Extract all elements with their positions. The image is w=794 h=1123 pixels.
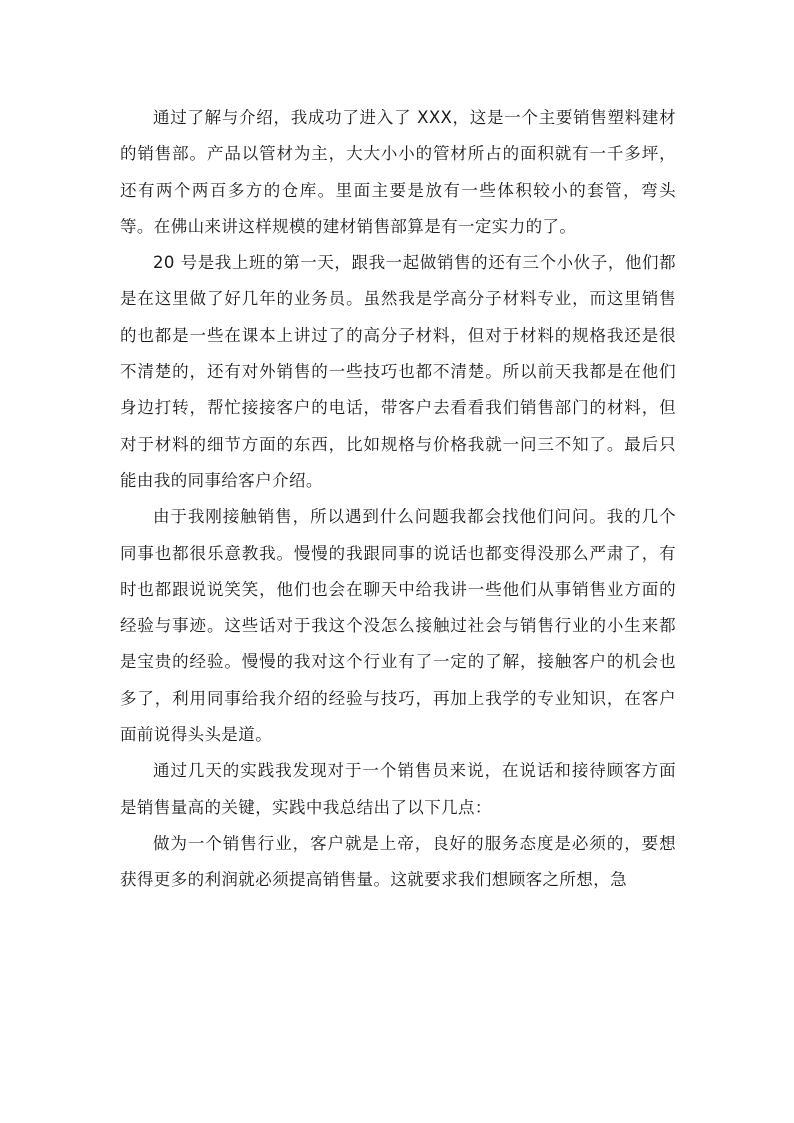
paragraph-5: 做为一个销售行业，客户就是上帝，良好的服务态度是必须的，要想获得更多的利润就必须提高销售量。这就要求我们想顾客之所想，急 xyxy=(120,833,676,890)
paragraph-3: 由于我刚接触销售，所以遇到什么问题我都会找他们问问。我的几个同事也都很乐意教我。慢慢的我跟同事的说话也都变得没那么严肃了，有时也都跟说说笑笑，他们也会在聊天中给我讲一些他们从事销售业方面的经验与事迹。这些话对于我这个没怎么接触过社会与销售行业的小生来都是宝贵的经验。慢慢的我对这个行业有了一定的了解，接触客户的机会也多了，利用同事给我介绍的经验与技巧，再加上我学的专业知识，在客户面前说得头头是道。 xyxy=(120,507,676,745)
paragraph-1: 通过了解与介绍，我成功了进入了 XXX，这是一个主要销售塑料建材的销售部。产品以管材为主，大大小小的管材所占的面积就有一千多坪，还有两个两百多方的仓库。里面主要是放有一些体积较小的套管，弯头等。在佛山来讲这样规模的建材销售部算是有一定实力的了。 xyxy=(120,108,676,236)
document-body xyxy=(120,100,676,899)
paragraph-4: 通过几天的实践我发现对于一个销售员来说，在说话和接待顾客方面是销售量高的关键，实践中我总结出了以下几点： xyxy=(120,761,676,817)
paragraph-2: 20 号是我上班的第一天，跟我一起做销售的还有三个小伙子，他们都是在这里做了好几年的业务员。虽然我是学高分子材料专业，而这里销售的也都是一些在课本上讲过了的高分子材料，但对于材料的规格我还是很不清楚的，还有对外销售的一些技巧也都不清楚。所以前天我都是在他们身边打转，帮忙接接客户的电话，带客户去看看我们销售部门的材料，但对于材料的细节方面的东西，比如规格与价格我就一问三不知了。最后只能由我的同事给客户介绍。 xyxy=(120,253,676,490)
